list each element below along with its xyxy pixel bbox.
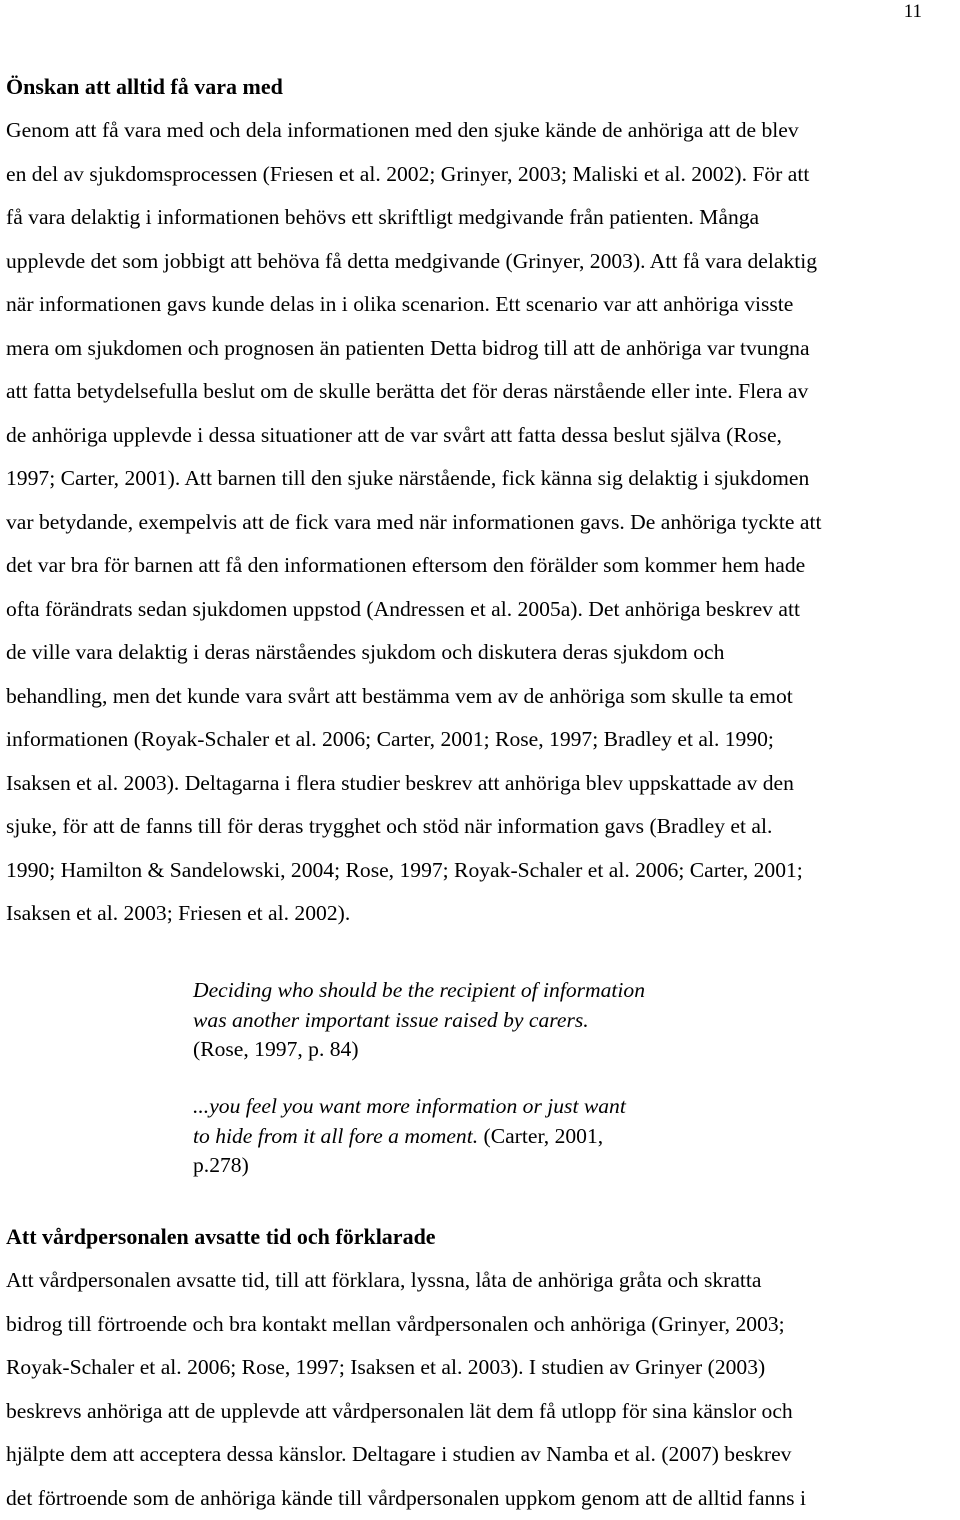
text-line: det förtroende som de anhöriga kände till vårdpersonalen uppkom genom att de alltid fanns i xyxy=(6,1477,960,1520)
text-line: Att vårdpersonalen avsatte tid, till att förklara, lyssna, låta de anhöriga gråta och skratta xyxy=(6,1259,960,1303)
text-line: mera om sjukdomen och prognosen än patienten Detta bidrog till att de anhöriga var tvungna xyxy=(6,327,960,371)
quote-line: ...you feel you want more information or just want xyxy=(193,1092,813,1122)
quote-citation: (Carter, 2001, xyxy=(478,1124,603,1148)
text-line: en del av sjukdomsprocessen (Friesen et al. 2002; Grinyer, 2003; Maliski et al. 2002). För att xyxy=(6,153,960,197)
text-line: upplevde det som jobbigt att behöva få detta medgivande (Grinyer, 2003). Att få vara delaktig xyxy=(6,240,960,284)
text-line: Isaksen et al. 2003; Friesen et al. 2002). xyxy=(6,892,960,936)
text-line: Genom att få vara med och dela informationen med den sjuke kände de anhöriga att de blev xyxy=(6,109,960,153)
quote-line: was another important issue raised by carers. xyxy=(193,1006,813,1036)
text-line: behandling, men det kunde vara svårt att bestämma vem av de anhöriga som skulle ta emot xyxy=(6,675,960,719)
block-quote-carter xyxy=(193,1092,813,1181)
text-line: beskrevs anhöriga att de upplevde att vårdpersonalen lät dem få utlopp för sina känslor och xyxy=(6,1390,960,1434)
text-line: få vara delaktig i informationen behövs ett skriftligt medgivande från patienten. Många xyxy=(6,196,960,240)
quote-line: Deciding who should be the recipient of information xyxy=(193,976,813,1006)
section-heading-wish-to-participate: Önskan att alltid få vara med xyxy=(6,72,283,102)
quote-citation: (Rose, 1997, p. 84) xyxy=(193,1035,813,1065)
quote-citation: p.278) xyxy=(193,1151,813,1181)
quote-line-mixed xyxy=(193,1122,813,1152)
text-line: 1990; Hamilton & Sandelowski, 2004; Rose, 1997; Royak-Schaler et al. 2006; Carter, 2001; xyxy=(6,849,960,893)
page-number: 11 xyxy=(904,0,922,24)
block-quote-rose xyxy=(193,976,813,1065)
text-line: ofta förändrats sedan sjukdomen uppstod (Andressen et al. 2005a). Det anhöriga beskrev att xyxy=(6,588,960,632)
text-line: Royak-Schaler et al. 2006; Rose, 1997; Isaksen et al. 2003). I studien av Grinyer (2003) xyxy=(6,1346,960,1390)
section-heading-staff-took-time: Att vårdpersonalen avsatte tid och förklarade xyxy=(6,1222,436,1252)
text-line: de ville vara delaktig i deras närståendes sjukdom och diskutera deras sjukdom och xyxy=(6,631,960,675)
text-line: sjuke, för att de fanns till för deras trygghet och stöd när information gavs (Bradley et al. xyxy=(6,805,960,849)
text-line: det var bra för barnen att få den informationen eftersom den förälder som kommer hem hade xyxy=(6,544,960,588)
text-line: hjälpte dem att acceptera dessa känslor. Deltagare i studien av Namba et al. (2007) beskrev xyxy=(6,1433,960,1477)
text-line: var betydande, exempelvis att de fick vara med när informationen gavs. De anhöriga tyckte att xyxy=(6,501,960,545)
text-line: bidrog till förtroende och bra kontakt mellan vårdpersonalen och anhöriga (Grinyer, 2003; xyxy=(6,1303,960,1347)
text-line: informationen (Royak-Schaler et al. 2006; Carter, 2001; Rose, 1997; Bradley et al. 1990; xyxy=(6,718,960,762)
quote-text: to hide from it all fore a moment. xyxy=(193,1124,478,1148)
text-line: när informationen gavs kunde delas in i olika scenarion. Ett scenario var att anhöriga visste xyxy=(6,283,960,327)
text-line: Isaksen et al. 2003). Deltagarna i flera studier beskrev att anhöriga blev uppskattade av den xyxy=(6,762,960,806)
section-2-paragraph xyxy=(6,1259,960,1520)
text-line: 1997; Carter, 2001). Att barnen till den sjuke närstående, fick känna sig delaktig i sjukdomen xyxy=(6,457,960,501)
text-line: att fatta betydelsefulla beslut om de skulle berätta det för deras närstående eller inte. Flera av xyxy=(6,370,960,414)
section-1-paragraph xyxy=(6,109,960,936)
text-line: de anhöriga upplevde i dessa situationer att de var svårt att fatta dessa beslut själva (Rose, xyxy=(6,414,960,458)
